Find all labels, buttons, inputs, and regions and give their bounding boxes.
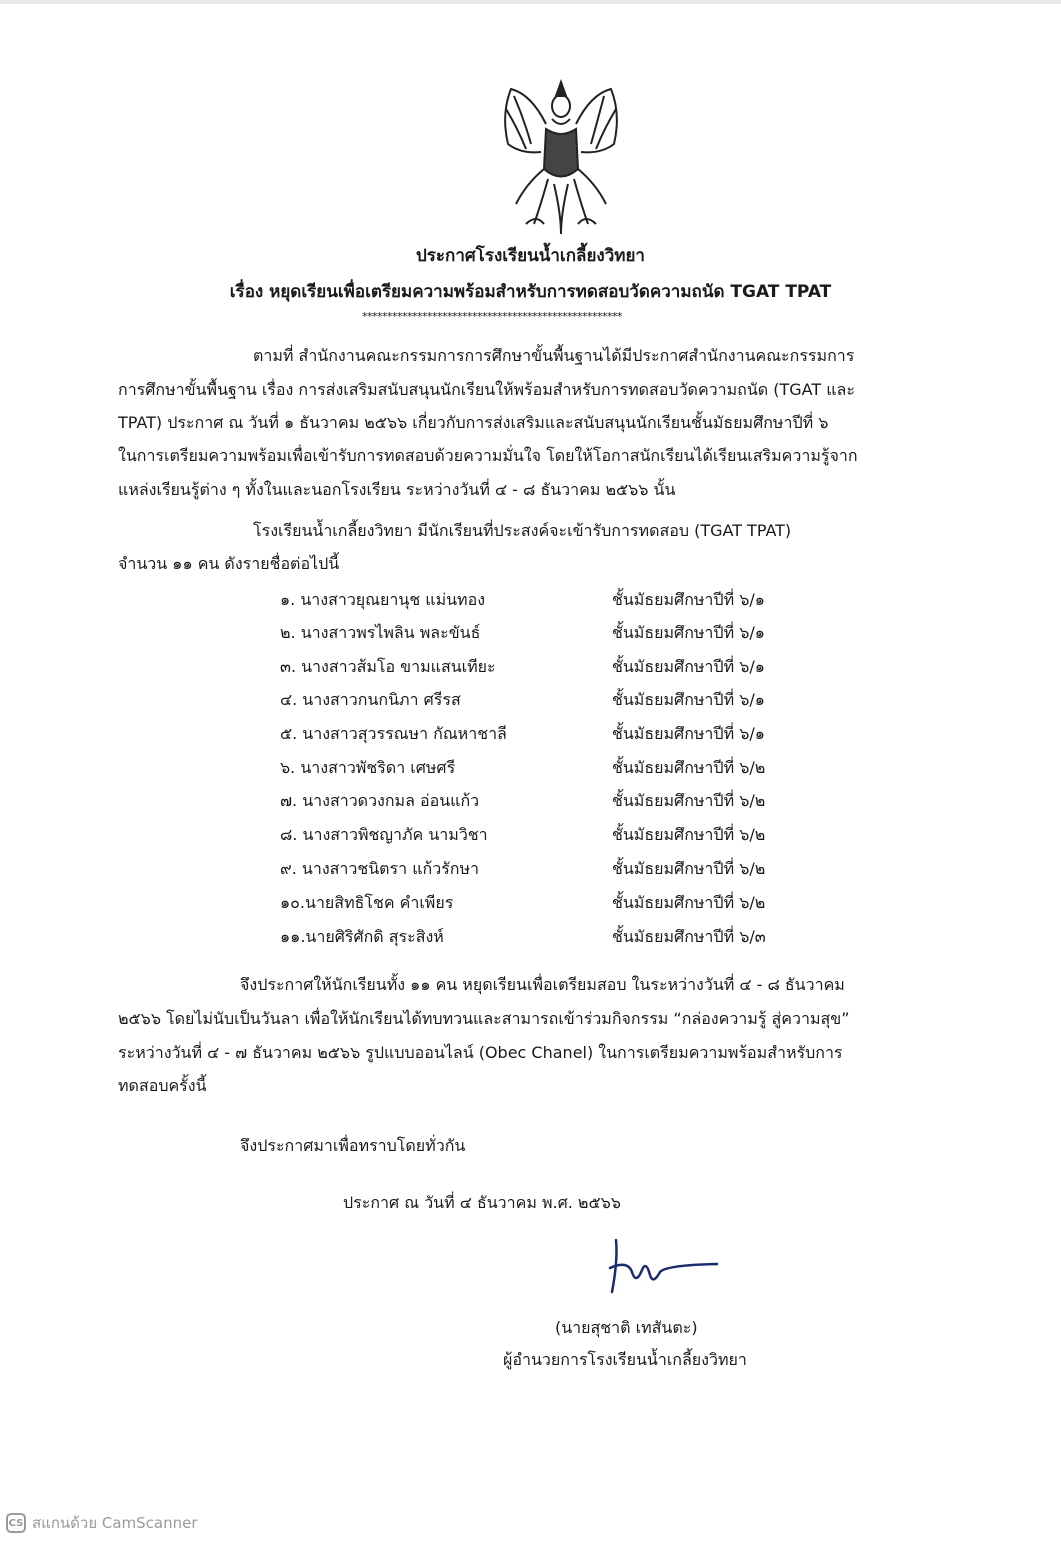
student-grade: ชั้นมัธยมศึกษาปีที่ ๖/๒: [612, 893, 766, 912]
student-grade: ชั้นมัธยมศึกษาปีที่ ๖/๒: [612, 859, 766, 878]
paragraph-3-line: ๒๕๖๖ โดยไม่นับเป็นวันลา เพื่อให้นักเรียนได้ทบทวนและสามารถเข้าร่วมกิจกรรม “กล่องความรู้ สู่ความสุข”: [118, 1009, 850, 1028]
title-separator: ****************************************************: [362, 310, 622, 323]
student-name: ๑๐.นายสิทธิโชค คำเพียร: [280, 893, 454, 912]
student-grade: ชั้นมัธยมศึกษาปีที่ ๖/๑: [612, 590, 765, 609]
announcement-title: ประกาศโรงเรียนน้ำเกลี้ยงวิทยา: [416, 246, 645, 266]
announcement-subject: เรื่อง หยุดเรียนเพื่อเตรียมความพร้อมสำหรับการทดสอบวัดความถนัด TGAT TPAT: [229, 282, 832, 302]
paragraph-1-line: ในการเตรียมความพร้อมเพื่อเข้ารับการทดสอบด้วยความมั่นใจ โดยให้โอกาสนักเรียนได้เรียนเสริมความรู้จาก: [118, 446, 858, 465]
paragraph-3-line: จึงประกาศให้นักเรียนทั้ง ๑๑ คน หยุดเรียนเพื่อเตรียมสอบ ในระหว่างวันที่ ๔ - ๘ ธันวาคม: [240, 975, 845, 994]
student-name: ๑๑.นายศิริศักดิ สุระสิงห์: [280, 927, 444, 946]
student-grade: ชั้นมัธยมศึกษาปีที่ ๖/๑: [612, 690, 765, 709]
closing-line: จึงประกาศมาเพื่อทราบโดยทั่วกัน: [240, 1136, 466, 1155]
student-grade: ชั้นมัธยมศึกษาปีที่ ๖/๒: [612, 758, 766, 777]
announcement-date: ประกาศ ณ วันที่ ๔ ธันวาคม พ.ศ. ๒๕๖๖: [343, 1193, 621, 1212]
student-name: ๙. นางสาวชนิตรา แก้วรักษา: [280, 859, 480, 878]
paragraph-3-line: ทดสอบครั้งนี้: [118, 1076, 207, 1095]
paragraph-2-line: จำนวน ๑๑ คน ดังรายชื่อต่อไปนี้: [118, 554, 340, 573]
paragraph-1-line: แหล่งเรียนรู้ต่าง ๆ ทั้งในและนอกโรงเรียน ระหว่างวันที่ ๔ - ๘ ธันวาคม ๒๕๖๖ นั้น: [118, 480, 676, 499]
signatory-name: (นายสุชาติ เทสันตะ): [555, 1318, 698, 1337]
paragraph-1-line: การศึกษาขั้นพื้นฐาน เรื่อง การส่งเสริมสนับสนุนนักเรียนให้พร้อมสำหรับการทดสอบวัดความถนัด (TGAT และ: [118, 380, 855, 399]
student-name: ๖. นางสาวพัชริดา เศษศรี: [280, 758, 456, 777]
camscanner-logo-icon: CS: [6, 1513, 26, 1533]
student-name: ๓. นางสาวส้มโอ ขามแสนเทียะ: [280, 657, 496, 676]
student-grade: ชั้นมัธยมศึกษาปีที่ ๖/๑: [612, 724, 765, 743]
camscanner-watermark: [6, 1512, 198, 1534]
student-grade: ชั้นมัธยมศึกษาปีที่ ๖/๒: [612, 825, 766, 844]
student-grade: ชั้นมัธยมศึกษาปีที่ ๖/๓: [612, 927, 766, 946]
signature-scribble: [598, 1230, 718, 1300]
garuda-emblem-icon: [486, 74, 636, 244]
student-grade: ชั้นมัธยมศึกษาปีที่ ๖/๒: [612, 791, 766, 810]
student-name: ๕. นางสาวสุวรรณษา กัณหาชาลี: [280, 724, 507, 743]
paragraph-1-line: TPAT) ประกาศ ณ วันที่ ๑ ธันวาคม ๒๕๖๖ เกี่ยวกับการส่งเสริมและสนับสนุนนักเรียนชั้นมัธยมศึกษาปีที่ ๖: [118, 413, 829, 432]
student-grade: ชั้นมัธยมศึกษาปีที่ ๖/๑: [612, 657, 765, 676]
signatory-position: ผู้อำนวยการโรงเรียนน้ำเกลี้ยงวิทยา: [503, 1350, 747, 1369]
paragraph-2-line: โรงเรียนน้ำเกลี้ยงวิทยา มีนักเรียนที่ประสงค์จะเข้ารับการทดสอบ (TGAT TPAT): [253, 521, 792, 540]
student-name: ๘. นางสาวพิชญาภัค นามวิชา: [280, 825, 488, 844]
camscanner-text: สแกนด้วย CamScanner: [32, 1514, 198, 1532]
paragraph-3-line: ระหว่างวันที่ ๔ - ๗ ธันวาคม ๒๕๖๖ รูปแบบออนไลน์ (Obec Chanel) ในการเตรียมความพร้อมสำหรับการ: [118, 1043, 843, 1062]
student-name: ๒. นางสาวพรไพลิน พละขันธ์: [280, 623, 481, 642]
scan-edge: [0, 0, 1061, 4]
paragraph-1-line: ตามที่ สำนักงานคณะกรรมการการศึกษาขั้นพื้นฐานได้มีประกาศสำนักงานคณะกรรมการ: [253, 346, 855, 365]
student-name: ๔. นางสาวกนกนิภา ศรีรส: [280, 690, 461, 709]
student-name: ๗. นางสาวดวงกมล อ่อนแก้ว: [280, 791, 480, 810]
student-grade: ชั้นมัธยมศึกษาปีที่ ๖/๑: [612, 623, 765, 642]
student-name: ๑. นางสาวยุณยานุช แม่นทอง: [280, 590, 486, 609]
